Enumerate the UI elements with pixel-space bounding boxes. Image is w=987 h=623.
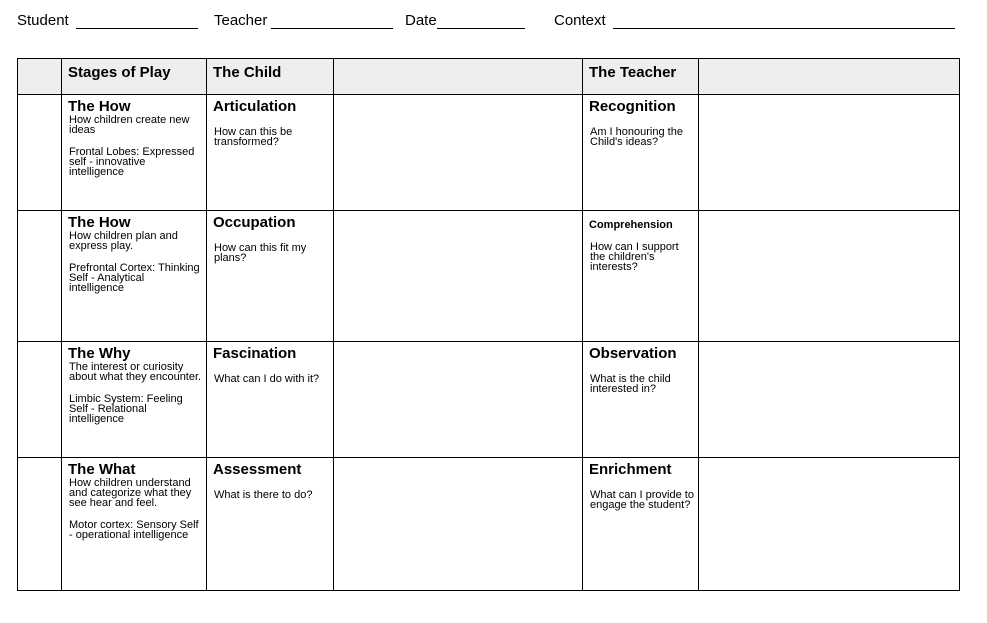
row-blank-cell[interactable]: [18, 95, 62, 211]
teacher-cell: [583, 95, 699, 211]
stage-brain-region: Limbic System: Feeling Self - Relational intelligence: [69, 393, 183, 425]
teacher-notes-cell[interactable]: [699, 95, 960, 211]
stage-description: How children create new ideas: [69, 114, 190, 136]
date-label: Date: [405, 12, 437, 29]
child-question: How can this be transformed?: [214, 126, 293, 148]
child-cell: [207, 342, 334, 458]
table-header-row: [18, 59, 960, 95]
row-blank-cell[interactable]: [18, 458, 62, 591]
table-row: [18, 342, 960, 458]
teacher-question: Am I honouring the Child's ideas?: [590, 126, 683, 148]
teacher-title: Recognition: [589, 98, 676, 115]
child-question: How can this fit my plans?: [214, 242, 307, 264]
the-teacher-heading: The Teacher: [589, 64, 677, 81]
date-field[interactable]: [437, 28, 525, 29]
header-cell-stages: [62, 59, 207, 95]
stage-cell: [62, 211, 207, 342]
child-title: Assessment: [213, 461, 302, 478]
child-cell: [207, 458, 334, 591]
student-field[interactable]: [76, 28, 198, 29]
stage-brain-region: Frontal Lobes: Expressed self - innovative intelligence: [69, 146, 195, 178]
teacher-notes-cell[interactable]: [699, 211, 960, 342]
child-cell: [207, 95, 334, 211]
stage-description: How children plan and express play.: [69, 230, 178, 252]
child-question: What is there to do?: [214, 489, 313, 501]
student-label: Student: [17, 12, 69, 29]
teacher-cell: [583, 342, 699, 458]
header-cell-child: [207, 59, 334, 95]
stage-title: The How: [68, 98, 131, 115]
teacher-question: What is the child interested in?: [590, 373, 671, 395]
context-field[interactable]: [613, 28, 955, 29]
teacher-question: How can I support the children's interests?: [590, 241, 679, 273]
stage-title: The What: [68, 461, 136, 478]
stages-of-play-heading: Stages of Play: [68, 64, 171, 81]
stage-title: The How: [68, 214, 131, 231]
the-child-heading: The Child: [213, 64, 282, 81]
teacher-notes-cell[interactable]: [699, 342, 960, 458]
table-row: [18, 95, 960, 211]
header-cell-blank: [18, 59, 62, 95]
child-cell: [207, 211, 334, 342]
header-cell-teacher: [583, 59, 699, 95]
header-cell-child-notes: [334, 59, 583, 95]
context-label: Context: [554, 12, 606, 29]
child-title: Occupation: [213, 214, 296, 231]
teacher-title: Enrichment: [589, 461, 672, 478]
stage-brain-region: Motor cortex: Sensory Self - operational intelligence: [69, 519, 199, 541]
teacher-question: What can I provide to engage the student?: [590, 489, 694, 511]
teacher-label: Teacher: [214, 12, 268, 29]
child-notes-cell[interactable]: [334, 342, 583, 458]
teacher-notes-cell[interactable]: [699, 458, 960, 591]
teacher-title: Comprehension: [589, 219, 673, 231]
child-notes-cell[interactable]: [334, 95, 583, 211]
teacher-cell: [583, 211, 699, 342]
stage-brain-region: Prefrontal Cortex: Thinking Self - Analytical intelligence: [69, 262, 200, 294]
teacher-title: Observation: [589, 345, 677, 362]
stage-cell: [62, 458, 207, 591]
stage-cell: [62, 95, 207, 211]
child-notes-cell[interactable]: [334, 211, 583, 342]
child-question: What can I do with it?: [214, 373, 320, 385]
teacher-cell: [583, 458, 699, 591]
table-row: [18, 211, 960, 342]
table-row: [18, 458, 960, 591]
stage-description: The interest or curiosity about what they encounter.: [69, 361, 202, 383]
child-title: Fascination: [213, 345, 297, 362]
stage-title: The Why: [68, 345, 131, 362]
stage-cell: [62, 342, 207, 458]
row-blank-cell[interactable]: [18, 211, 62, 342]
row-blank-cell[interactable]: [18, 342, 62, 458]
child-notes-cell[interactable]: [334, 458, 583, 591]
child-title: Articulation: [213, 98, 297, 115]
header-cell-teacher-notes: [699, 59, 960, 95]
stage-description: How children understand and categorize what they see hear and feel.: [69, 477, 192, 509]
stages-of-play-table: [17, 58, 960, 591]
teacher-field[interactable]: [271, 28, 393, 29]
